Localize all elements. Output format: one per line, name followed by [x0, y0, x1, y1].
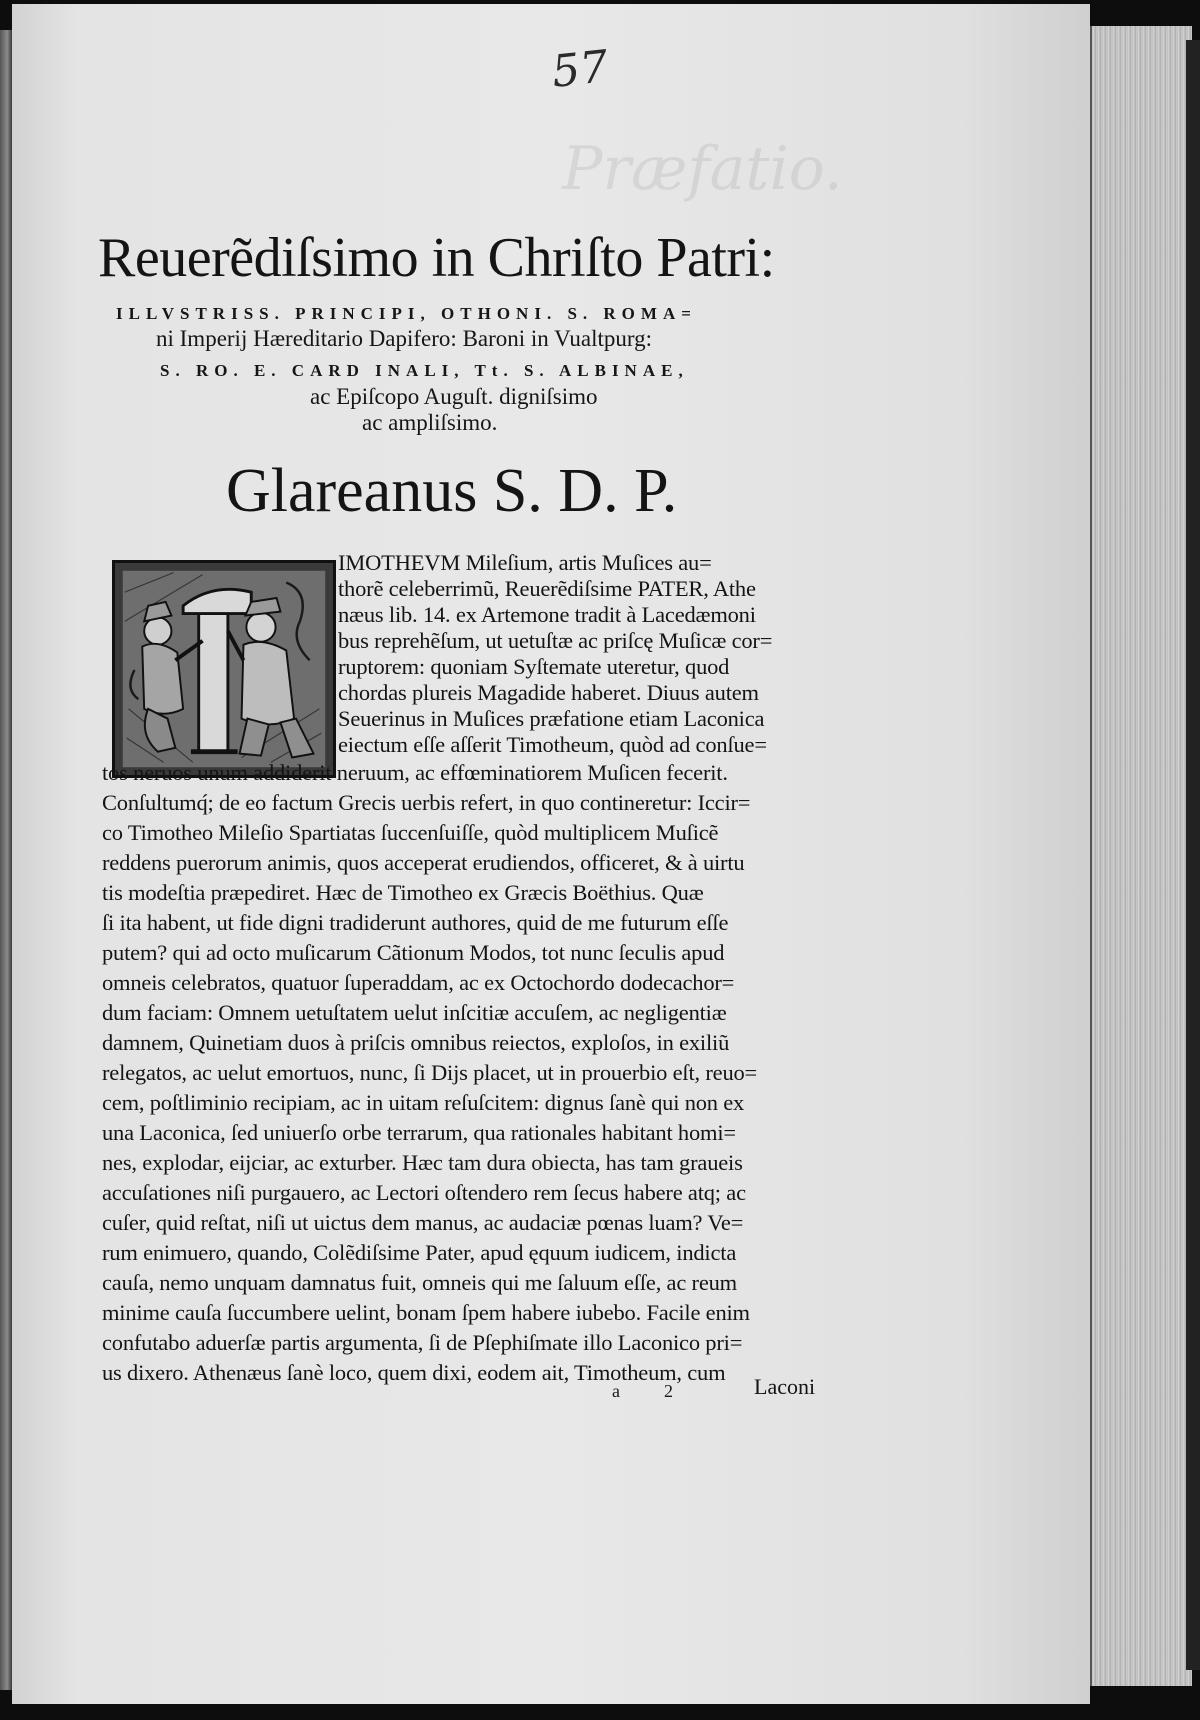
- dedication-line: ILLVSTRISS. PRINCIPI, OTHONI. S. ROMA=: [116, 304, 697, 323]
- body-line: nes, explodar, eijciar, ac exturber. Hæc tam dura obiecta, has tam graueis: [102, 1150, 743, 1175]
- body-line: IMOTHEVM Mileſium, artis Muſices au=: [338, 550, 712, 575]
- body-line: putem? qui ad octo muſicarum Cãtionum Modos, tot nunc ſeculis apud: [102, 940, 725, 965]
- body-line: Conſultumq́; de eo factum Grecis uerbis refert, in quo contineretur: Iccir=: [102, 790, 751, 815]
- dedication-line: ac ampliſsimo.: [362, 410, 498, 435]
- body-line: næus lib. 14. ex Artemone tradit à Lacedæmoni: [338, 602, 756, 627]
- body-line: us dixero. Athenæus ſanè loco, quem dixi, eodem ait, Timotheum, cum: [102, 1360, 726, 1385]
- body-line: minime cauſa ſuccumbere uelint, bonam ſpem habere iubebo. Facile enim: [102, 1300, 750, 1325]
- left-page-edge: [0, 30, 12, 1690]
- body-line: cauſa, nemo unquam damnatus fuit, omneis qui me ſaluum eſſe, ac reum: [102, 1270, 737, 1295]
- body-line: cem, poſtliminio recipiam, ac in uitam reſuſcitem: dignus ſanè qui non ex: [102, 1090, 745, 1115]
- body-line: co Timotheo Mileſio Spartiatas ſuccenſuiſſe, quòd multiplicem Muſicẽ: [102, 820, 719, 845]
- catchword: Laconi: [754, 1374, 816, 1399]
- body-line: rum enimuero, quando, Colẽdiſsime Pater, apud ęquum iudicem, indicta: [102, 1240, 737, 1265]
- page-title: Reuerẽdiſsimo in Chriſto Patri:: [98, 227, 775, 289]
- page-stack-edge: [1090, 26, 1192, 1686]
- book-page: [12, 4, 1090, 1704]
- signature-mark: a: [612, 1381, 620, 1401]
- folio-number: 57: [549, 41, 611, 98]
- signature-mark: 2: [664, 1381, 673, 1401]
- body-line: thorẽ celeberrimũ, Reuerẽdiſsime PATER, Athe: [338, 576, 756, 601]
- dedication-line: ac Epiſcopo Auguſt. digniſsimo: [310, 384, 598, 409]
- body-line: chordas plureis Magadide haberet. Diuus autem: [338, 680, 759, 705]
- body-line: reddens puerorum animis, quos acceperat erudiendos, officeret, & à uirtu: [102, 850, 745, 875]
- body-line: damnem, Quinetiam duos à priſcis omnibus reiectos, exploſos, in exiliũ: [102, 1030, 730, 1055]
- body-line: confutabo aduerſæ partis argumenta, ſi de Pſephiſmate illo Laconico pri=: [102, 1330, 743, 1355]
- body-line: eiectum eſſe aſſerit Timotheum, quòd ad conſue=: [338, 732, 767, 757]
- decorated-initial-t-woodcut: [112, 560, 336, 778]
- body-line: ſi ita habent, ut fide digni tradiderunt authores, quid de me futurum eſſe: [102, 910, 729, 935]
- body-line: accuſationes niſi purgauero, ac Lectori oſtendero rem ſecus habere atq; ac: [102, 1180, 746, 1205]
- body-line: dum faciam: Omnem uetuſtatem uelut inſcitiæ accuſem, ac negligentiæ: [102, 1000, 727, 1025]
- body-line: cuſer, quid reſtat, niſi ut uictus dem manus, ac audaciæ pœnas luam? Ve=: [102, 1210, 744, 1235]
- show-through-text: Præfatio.: [562, 134, 843, 204]
- dedication-line: ni Imperij Hæreditario Dapifero: Baroni in Vualtpurg:: [156, 326, 652, 351]
- page-stack-shadow: [1186, 40, 1200, 1670]
- dedication-line: S. RO. E. CARD INALI, Tt. S. ALBINAE,: [160, 361, 689, 380]
- body-line: relegatos, ac uelut emortuos, nunc, ſi Dijs placet, ut in prouerbio eſt, reuo=: [102, 1060, 758, 1085]
- salutation: Glareanus S. D. P.: [226, 457, 678, 525]
- body-line: bus reprehẽſum, ut uetuſtæ ac priſcę Muſicæ cor=: [338, 628, 773, 653]
- body-line: omneis celebratos, quatuor ſuperaddam, ac ex Octochordo dodecachor=: [102, 970, 735, 995]
- body-line: una Laconica, ſed uniuerſo orbe terrarum, qua rationales habitant homi=: [102, 1120, 736, 1145]
- body-line: tos neruos unum addiderit neruum, ac effœminatiorem Muſicen fecerit.: [102, 760, 728, 785]
- body-line: Seuerinus in Muſices præfatione etiam Laconica: [338, 706, 765, 731]
- body-line: tis modeſtia præpediret. Hæc de Timotheo ex Græcis Boëthius. Quæ: [102, 880, 704, 905]
- body-line: ruptorem: quoniam Syſtemate uteretur, quod: [338, 654, 730, 679]
